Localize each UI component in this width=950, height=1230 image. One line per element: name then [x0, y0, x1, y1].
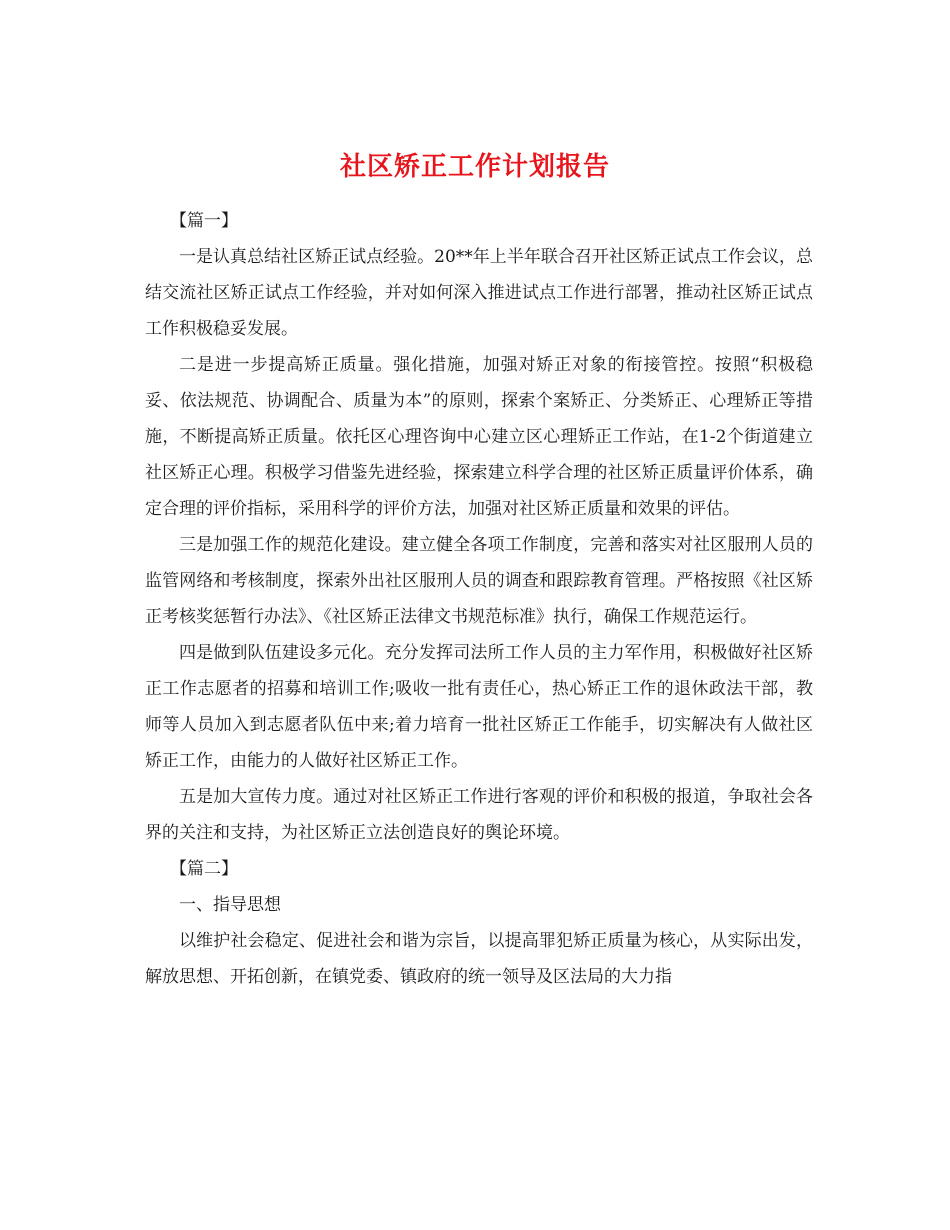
paragraph-2: 二是进一步提高矫正质量。强化措施，加强对矫正对象的衔接管控。按照“积极稳妥、依法规范、协调配合、质量为本”的原则，探索个案矫正、分类矫正、心理矫正等措施，不断提高矫正质量。依托区心理咨询中心建立区心理矫正工作站，在1-2个街道建立社区矫正心理。积极学习借鉴先进经验，探索建立科学合理的社区矫正质量评价体系，确定合理的评价指标，采用科学的评价方法，加强对社区矫正质量和效果的评估。 — [145, 355, 813, 519]
document-body — [145, 203, 813, 995]
section-heading-2: 【篇二】 — [170, 859, 238, 879]
section-heading-1: 【篇一】 — [170, 211, 238, 231]
paragraph-5: 五是加大宣传力度。通过对社区矫正工作进行客观的评价和积极的报道，争取社会各界的关注和支持，为社区矫正立法创造良好的舆论环境。 — [145, 787, 813, 843]
paragraph-3: 三是加强工作的规范化建设。建立健全各项工作制度，完善和落实对社区服刑人员的监管网络和考核制度，探索外出社区服刑人员的调查和跟踪教育管理。严格按照《社区矫正考核奖惩暂行办法》、《社区矫正法律文书规范标准》执行，确保工作规范运行。 — [145, 535, 813, 627]
paragraph-1: 一是认真总结社区矫正试点经验。20**年上半年联合召开社区矫正试点工作会议，总结交流社区矫正试点工作经验，并对如何深入推进试点工作进行部署，推动社区矫正试点工作积极稳妥发展。 — [145, 247, 813, 339]
paragraph-4: 四是做到队伍建设多元化。充分发挥司法所工作人员的主力军作用，积极做好社区矫正工作志愿者的招募和培训工作;吸收一批有责任心，热心矫正工作的退休政法干部，教师等人员加入到志愿者队伍中来;着力培育一批社区矫正工作能手，切实解决有人做社区矫正工作，由能力的人做好社区矫正工作。 — [145, 643, 813, 771]
paragraph-6: 以维护社会稳定、促进社会和谐为宗旨，以提高罪犯矫正质量为核心，从实际出发，解放思想、开拓创新，在镇党委、镇政府的统一领导及区法局的大力指 — [145, 931, 813, 987]
subheading-guiding-ideology: 一、指导思想 — [179, 895, 281, 915]
document-title: 社区矫正工作计划报告 — [339, 152, 610, 183]
